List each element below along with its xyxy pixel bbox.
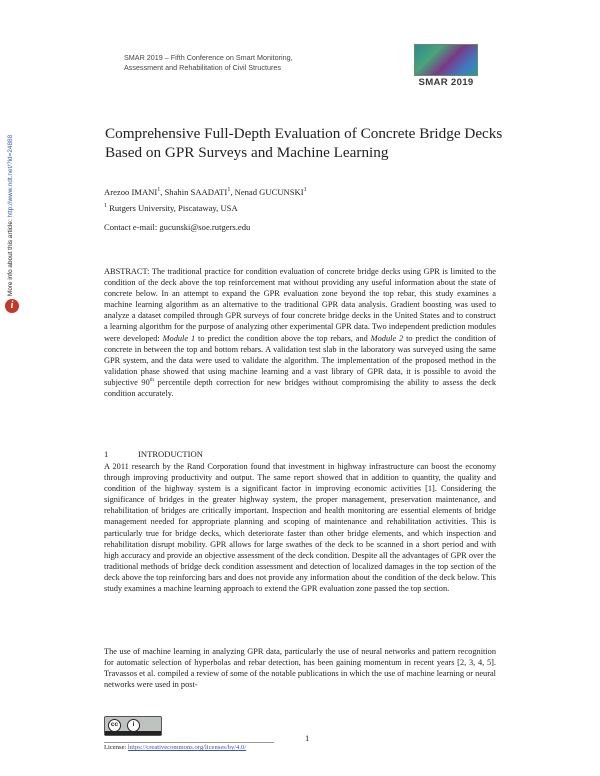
cc-badge-box [104, 716, 162, 736]
license-link[interactable]: https://creativecommons.org/licenses/by/4.0/ [127, 744, 247, 751]
author-1: Arezoo IMANI [104, 187, 158, 197]
abstract-module-1: Module 1 [162, 333, 196, 343]
cc-icon: cc [108, 719, 121, 732]
abstract-module-2: Module 2 [370, 333, 404, 343]
abstract-sup: th [149, 377, 155, 384]
author-3: Nenad GUCUNSKI [234, 187, 304, 197]
page-number: 1 [305, 733, 310, 743]
intro-paragraph-2: The use of machine learning in analyzing GPR data, particularly the use of neural networks and pattern recognition for automatic selection of hyperbolas and rebar detection, has been gaining momentum in recent years [2, 3, 4, 5]. Travassos et al. compiled a review of some of the notable publications in which the use of machine learning or neural networks were used in post- [104, 647, 496, 690]
side-link-text[interactable] [7, 96, 14, 296]
section-heading [104, 449, 203, 459]
affiliation-sup: 1 [104, 203, 107, 210]
contact-email: Contact e-mail: gucunski@soe.rutgers.edu [104, 222, 251, 232]
title-line-1: Comprehensive Full-Depth Evaluation of Concrete Bridge Decks [105, 125, 503, 142]
side-link-label: More info about this article: [7, 217, 14, 296]
side-link-url[interactable]: http://www.ndt.net/?id=24888 [7, 134, 14, 218]
conference-line-2: Assessment and Rehabilitation of Civil Structures [124, 63, 281, 72]
author-2-sup: 1 [227, 187, 231, 194]
intro-paragraph-1: A 2011 research by the Rand Corporation found that investment in highway infrastructure can boost the economy through improving productivity and output. The same report showed that in addition to quantity, the quality and condition of the highway system is a significant factor in improving economic activities [1]. Considering the significance of bridges in the greater highway system, the proper management, preservation maintenance, and rehabilitation of bridges are critically important. Inspection and health monitoring are essential elements of bridge management needed for appropriate planning and scoping of maintenance and rehabilitation activities. This is particularly true for bridge decks, which deteriorate faster than other bridge elements, and which inspection and rehabilitation disrupt mobility. GPR allows for large swathes of the deck to be scanned in a short period and with high accuracy and provide an objective assessment of the deck condition. Despite all the advantages of GPR over the traditional methods of bridge deck condition assessment and detection of localized damages in the top section of the deck above the top reinforcing bars and does not provide any information about the condition of the deck below. This study examines a machine learning approach to extend the GPR evaluation zone passed the top section. [104, 462, 496, 594]
conference-line-1: SMAR 2019 – Fifth Conference on Smart Monitoring, [124, 53, 293, 62]
abstract-part-4: percentile depth correction for new bridges without compromising the ability to assess the deck condition accurately. [104, 377, 496, 399]
side-article-link[interactable] [4, 96, 20, 326]
author-3-sup: 1 [303, 187, 307, 194]
author-2: Shahin SAADATI [164, 187, 228, 197]
title-line-2: Based on GPR Surveys and Machine Learning [105, 144, 389, 161]
affiliation-text: Rutgers University, Piscataway, USA [109, 203, 238, 213]
affiliation [104, 203, 238, 213]
abstract-part-1: ABSTRACT: The traditional practice for condition evaluation of concrete bridge decks using GPR is limited to the condition of the deck above the top reinforcement mat without providing any useful information about the state of concrete below. In an attempt to expand the GPR evaluation zone beyond the top rebar, this study examines a machine learning algorithm as an alternative to the traditional GPR data analysis. Gradient boosting was used to analyze a dataset compiled through GPR surveys of four concrete bridge decks in the United States and to construct a learning algorithm for the purpose of analyzing other experimental GPR data. Two independent prediction modules were developed: [104, 267, 496, 343]
paper-title [105, 124, 505, 162]
conference-header [124, 53, 354, 73]
abstract-part-3: to predict the condition of concrete in between the top and bottom rebars. A validation test slab in the laboratory was surveyed using the same GPR system, and the data were used to validate the algorithm. The implementation of the proposed method in the validation phase showed that using machine learning and a vast library of GPR data, it is possible to avoid the subjective 90 [104, 333, 496, 387]
smar-logo-text: SMAR 2019 [418, 77, 474, 88]
abstract [104, 266, 496, 399]
cc-license-badge[interactable] [104, 716, 162, 736]
attribution-icon: i [127, 719, 140, 732]
abstract-part-2: to predict the condition above the top rebars, and [195, 333, 371, 343]
smar-logo-art [414, 44, 478, 76]
smar-logo [414, 44, 478, 88]
author-1-sup: 1 [157, 187, 161, 194]
license-line [104, 742, 274, 751]
cc-badge-strip [105, 731, 161, 735]
license-label: License: [104, 744, 128, 751]
section-number: 1 [104, 449, 109, 459]
section-title: INTRODUCTION [138, 449, 203, 459]
author-list: Arezoo IMANI$^1$, Shahin SAADATI$^1$, Nenad GUCUNSKI$^1$ [104, 187, 307, 197]
info-icon[interactable]: i [5, 299, 19, 313]
